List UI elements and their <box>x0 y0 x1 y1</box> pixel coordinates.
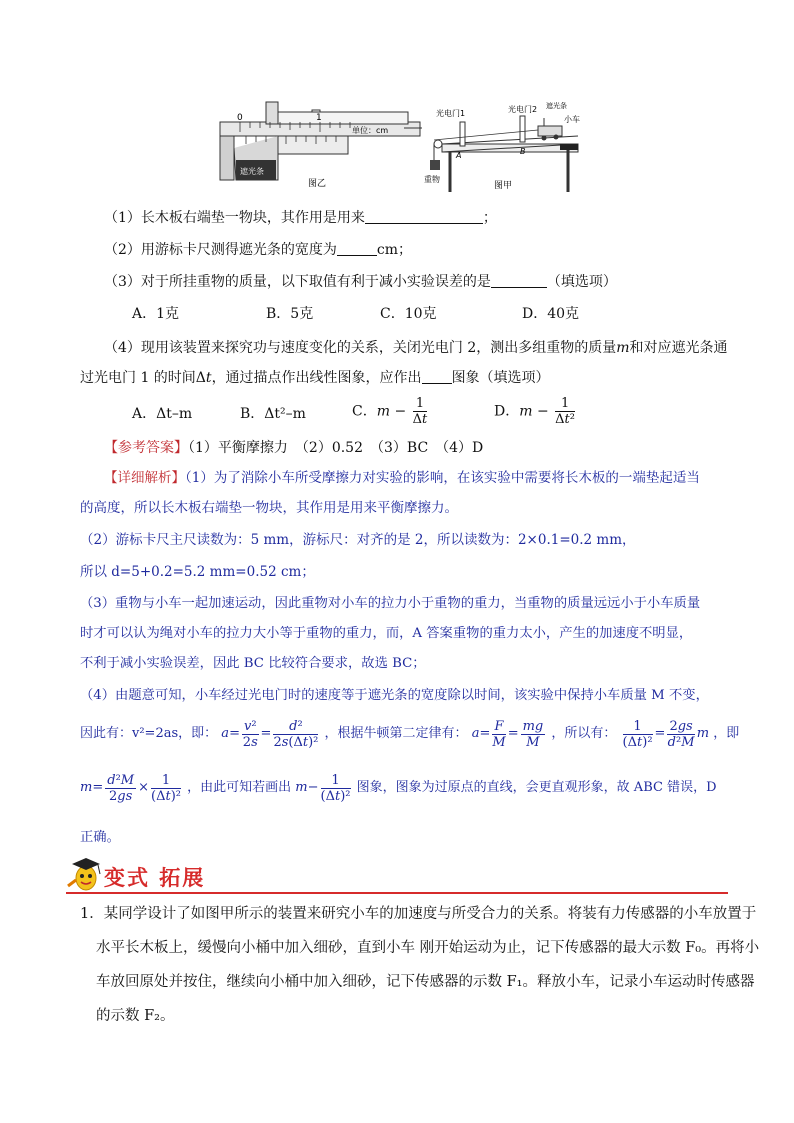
reference-answer: 【参考答案】（1）平衡摩擦力 （2）0.52 （3）BC （4）D <box>104 440 484 456</box>
analysis-p4-line4: 正确。 <box>80 830 120 845</box>
exercise-line-2: 水平长木板上，缓慢向小桶中加入细砂，直到小车 刚开始运动为止，记下传感器的最大示数 F₀。再将小 <box>96 940 760 956</box>
caliper-unit: 单位：cm <box>352 126 389 135</box>
q3-option-a: A．1克 <box>132 306 180 322</box>
q4-option-d: D．m − $\frac{1}{\text{Δt²}}$ <box>494 396 575 427</box>
q4-option-b: B．Δt²–m <box>240 406 306 422</box>
caliper-caption: 图乙 <box>308 179 327 189</box>
answer-label: 【参考答案】 <box>104 440 188 456</box>
analysis-p4-line1: （4）由题意可知，小车经过光电门时的速度等于遮光条的宽度除以时间，该实验中保持小车质量 M 不变， <box>80 688 709 703</box>
analysis-p3-line3: 不利于减小实验误差，因此 BC 比较符合要求，故选 BC； <box>80 656 426 671</box>
apparatus-strip: 遮光条 <box>546 102 567 110</box>
caliper-scale-0: 0 <box>237 113 243 123</box>
answer-blank-4 <box>422 369 452 384</box>
exercise-line-3: 车放回原处并按住，继续向小桶中加入细砂，记下传感器的示数 F₁。释放小车，记录小车运动时传感器 <box>96 974 755 990</box>
answer-blank-2 <box>337 241 377 256</box>
question-3: （3）对于所挂重物的质量，以下取值有利于减小实验误差的是 （填选项） <box>104 274 617 290</box>
analysis-p2-line1: （2）游标卡尺主尺读数为：5 mm，游标尺：对齐的是 2，所以读数为：2×0.1=0.2 mm， <box>80 532 636 548</box>
exercise-line-4: 的示数 F₂。 <box>96 1008 175 1024</box>
apparatus-gate1: 光电门1 <box>436 109 466 118</box>
question-1: （1）长木板右端垫一物块，其作用是用来 ； <box>104 210 497 226</box>
question-2: （2）用游标卡尺测得遮光条的宽度为 cm； <box>104 242 413 258</box>
analysis-p3-line1: （3）重物与小车一起加速运动，因此重物对小车的拉力小于重物的重力，当重物的质量远远小于小车质量 <box>80 596 701 611</box>
apparatus-caption: 图甲 <box>494 181 513 191</box>
apparatus-gate2: 光电门2 <box>508 105 538 114</box>
fraction-1-over-dt: $\frac{1}{\Delta t}$ <box>412 396 428 427</box>
analysis-p3-line2: 时才可以认为绳对小车的拉力大小等于重物的重力，而，A 答案重物的重力太小，产生的加速度不明显， <box>80 626 693 641</box>
analysis-p1-line2: 的高度，所以长木板右端垫一物块，其作用是用来平衡摩擦力。 <box>80 500 458 516</box>
analysis-p1-line1: 【详细解析】（1）为了消除小车所受摩擦力对实验的影响，在该实验中需要将长木板的一端垫起适当 <box>104 470 700 486</box>
answer-blank-3 <box>491 273 547 288</box>
question-4-line-1: （4）现用该装置来探究功与速度变化的关系，关闭光电门 2，测出多组重物的质量m和对应遮光条通 <box>104 340 728 356</box>
caliper-strip-label: 遮光条 <box>240 167 264 176</box>
answer-blank-1 <box>365 209 483 224</box>
apparatus-cart: 小车 <box>564 115 580 124</box>
mascot-icon <box>66 856 106 892</box>
apparatus-figure <box>420 100 582 192</box>
q3-option-c: C．10克 <box>380 306 437 322</box>
analysis-p4-line3: m= $\frac{\text{d²M}}{2gs}$ × $\frac{1}{\text{(Δt)²}}$ ，由此可知若画出 m− $\frac{1}{\text{(Δt)²}}$ 图象，图象为过原点的直线，会更直观形象，故 ABC 错误，D <box>80 772 717 804</box>
analysis-label: 【详细解析】 <box>104 470 185 486</box>
caliper-scale-1: 1 <box>316 113 322 123</box>
section-title: 变式 拓展 <box>104 866 206 890</box>
apparatus-point-b: B <box>520 147 526 156</box>
fraction-1-over-dt2: $\frac{1}{\text{Δt²}}$ <box>555 396 575 427</box>
q3-option-b: B．5克 <box>266 306 314 322</box>
analysis-p2-line2: 所以 d=5+0.2=5.2 mm=0.52 cm； <box>80 564 315 580</box>
exercise-line-1: 1．某同学设计了如图甲所示的装置来研究小车的加速度与所受合力的关系。将装有力传感器的小车放置于 <box>80 906 757 922</box>
q3-option-d: D．40克 <box>522 306 580 322</box>
apparatus-weight: 重物 <box>424 175 440 184</box>
q4-option-c: C．m − $\frac{1}{\Delta t}$ <box>352 396 428 427</box>
question-4-line-2: 过光电门 1 的时间Δt，通过描点作出线性图象，应作出 图象（填选项） <box>80 370 550 386</box>
caliper-figure <box>216 98 424 190</box>
apparatus-point-a: A <box>456 151 462 160</box>
section-divider <box>66 892 728 894</box>
q4-option-a: A．Δt–m <box>132 406 193 422</box>
analysis-p4-line2: 因此有：v²=2as，即： a= $\frac{\text{v²}}{2s}$ = $\frac{\text{d²}}{\text{2s(Δt)²}}$ ，根据牛顿第二定律有： a= $\frac{F}{M}$ = $\frac{mg}{M}$ ，所以有： $\frac{1}{\text{(Δt)²}}$ = $\frac{2gs}{\text{d²M}}$ m ，即 <box>80 718 740 750</box>
